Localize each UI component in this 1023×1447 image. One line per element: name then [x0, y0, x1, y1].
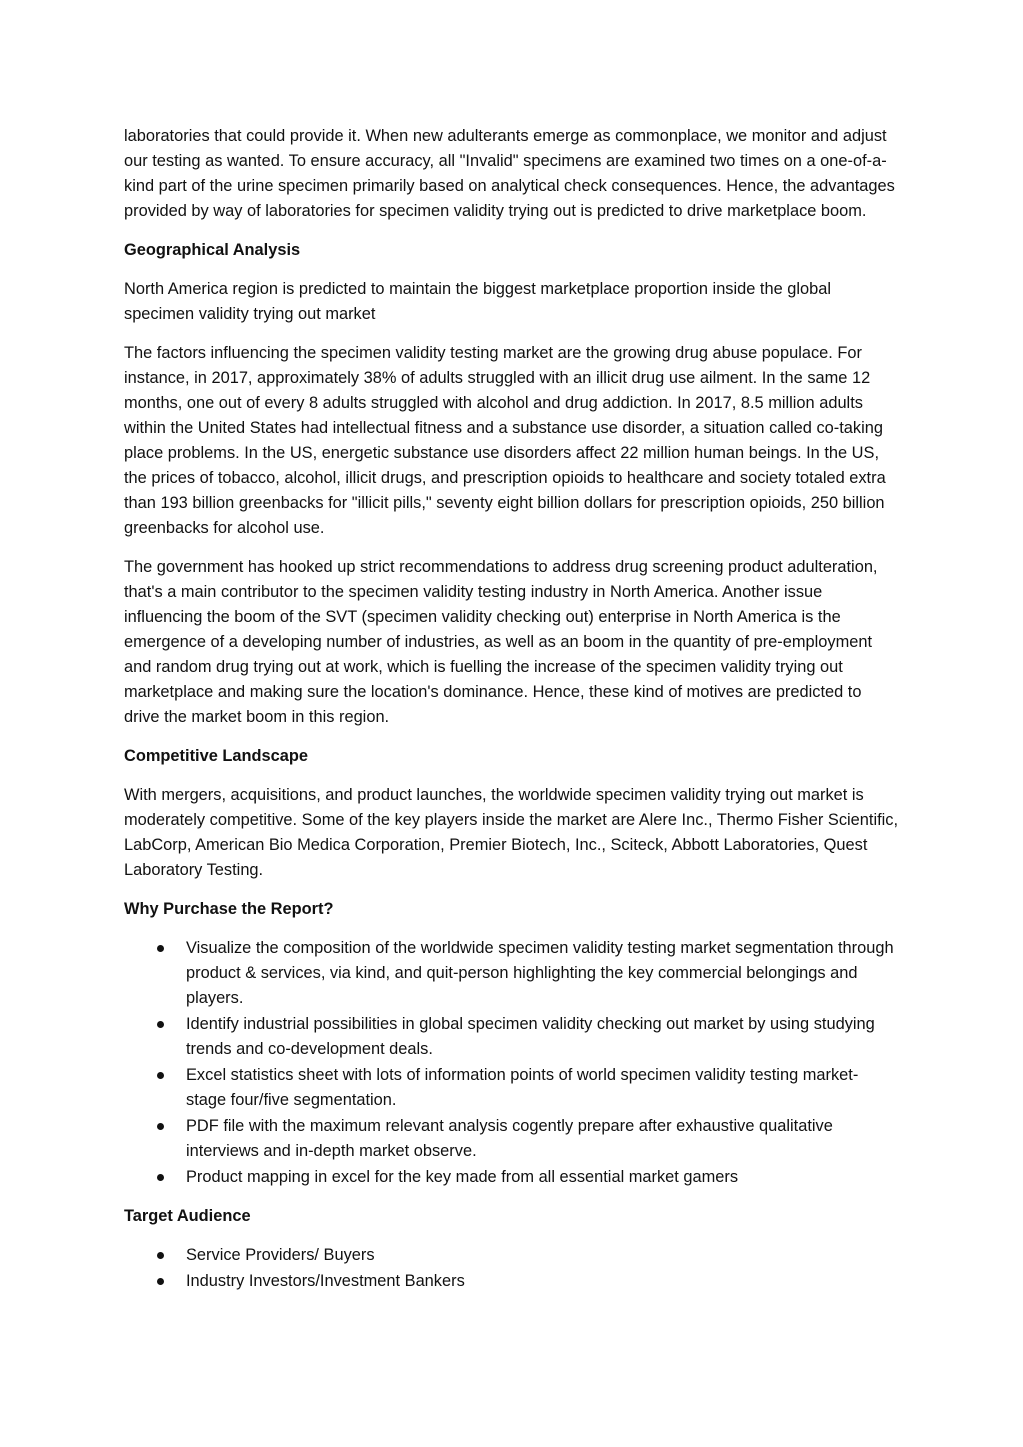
competitive-landscape-heading: Competitive Landscape: [124, 747, 308, 765]
list-item-text: Visualize the composition of the worldwide specimen validity testing market segmentation through product & services, via kind, and quit-person highlighting the key commercial belongings and players.: [186, 939, 894, 1007]
target-audience-heading: Target Audience: [124, 1207, 251, 1225]
geo-paragraph-1: North America region is predicted to maintain the biggest marketplace proportion inside the global specimen validity trying out market: [124, 280, 832, 323]
geographical-analysis-heading: Geographical Analysis: [124, 241, 301, 259]
list-item: [124, 936, 900, 1011]
bullet-icon: [157, 945, 164, 952]
geo-paragraph-3: The government has hooked up strict recommendations to address drug screening product adulteration, that's a main contributor to the specimen validity testing industry in North America. Another issue influencing the boom of the SVT (specimen validity checking out) enterprise in North America is the emergence of a developing number of industries, as well as an boom in the quantity of pre-employment and random drug trying out at work, which is fuelling the increase of the specimen validity trying out marketplace and making sure the location's dominance. Hence, these kind of motives are predicted to drive the market boom in this region.: [124, 558, 878, 726]
bullet-icon: [157, 1278, 164, 1285]
why-purchase-list: [124, 936, 900, 1190]
why-purchase-heading: Why Purchase the Report?: [124, 900, 334, 918]
list-item-text: Service Providers/ Buyers: [186, 1246, 375, 1264]
bullet-icon: [157, 1252, 164, 1259]
geo-paragraph-2: The factors influencing the specimen validity testing market are the growing drug abuse populace. For instance, in 2017, approximately 38% of adults struggled with an illicit drug use ailment. In the same 12 months, one out of every 8 adults struggled with alcohol and drug addiction. In 2017, 8.5 million adults within the United States had intellectual fitness and a substance use disorder, a situation called co-taking place problems. In the US, energetic substance use disorders affect 22 million human beings. In the US, the prices of tobacco, alcohol, illicit drugs, and prescription opioids to healthcare and society totaled extra than 193 billion greenbacks for "illicit pills," seventy eight billion dollars for prescription opioids, 250 billion greenbacks for alcohol use.: [124, 344, 886, 537]
list-item: [124, 1012, 900, 1062]
competitive-paragraph: With mergers, acquisitions, and product launches, the worldwide specimen validity trying out market is moderately competitive. Some of the key players inside the market are Alere Inc., Thermo Fisher Scientific, LabCorp, American Bio Medica Corporation, Premier Biotech, Inc., Sciteck, Abbott Laboratories, Quest Laboratory Testing.: [124, 786, 899, 879]
bullet-icon: [157, 1174, 164, 1181]
list-item-text: Industry Investors/Investment Bankers: [186, 1272, 465, 1290]
list-item-text: PDF file with the maximum relevant analysis cogently prepare after exhaustive qualitative interviews and in-depth market observe.: [186, 1117, 833, 1160]
list-item-text: Product mapping in excel for the key made from all essential market gamers: [186, 1168, 739, 1186]
list-item: [124, 1269, 900, 1294]
target-audience-list: [124, 1243, 900, 1294]
intro-paragraph: laboratories that could provide it. When new adulterants emerge as commonplace, we monitor and adjust our testing as wanted. To ensure accuracy, all "Invalid" specimens are examined two times on a one-of-a-kind part of the urine specimen primarily based on analytical check consequences. Hence, the advantages provided by way of laboratories for specimen validity trying out is predicted to drive marketplace boom.: [124, 127, 895, 220]
bullet-icon: [157, 1072, 164, 1079]
list-item-text: Identify industrial possibilities in global specimen validity checking out market by using studying trends and co-development deals.: [186, 1015, 875, 1058]
bullet-icon: [157, 1021, 164, 1028]
list-item-text: Excel statistics sheet with lots of information points of world specimen validity testing market- stage four/five segmentation.: [186, 1066, 859, 1109]
list-item: [124, 1114, 900, 1164]
document-body: [124, 124, 900, 1308]
list-item: [124, 1165, 900, 1190]
list-item: [124, 1243, 900, 1268]
list-item: [124, 1063, 900, 1113]
bullet-icon: [157, 1123, 164, 1130]
